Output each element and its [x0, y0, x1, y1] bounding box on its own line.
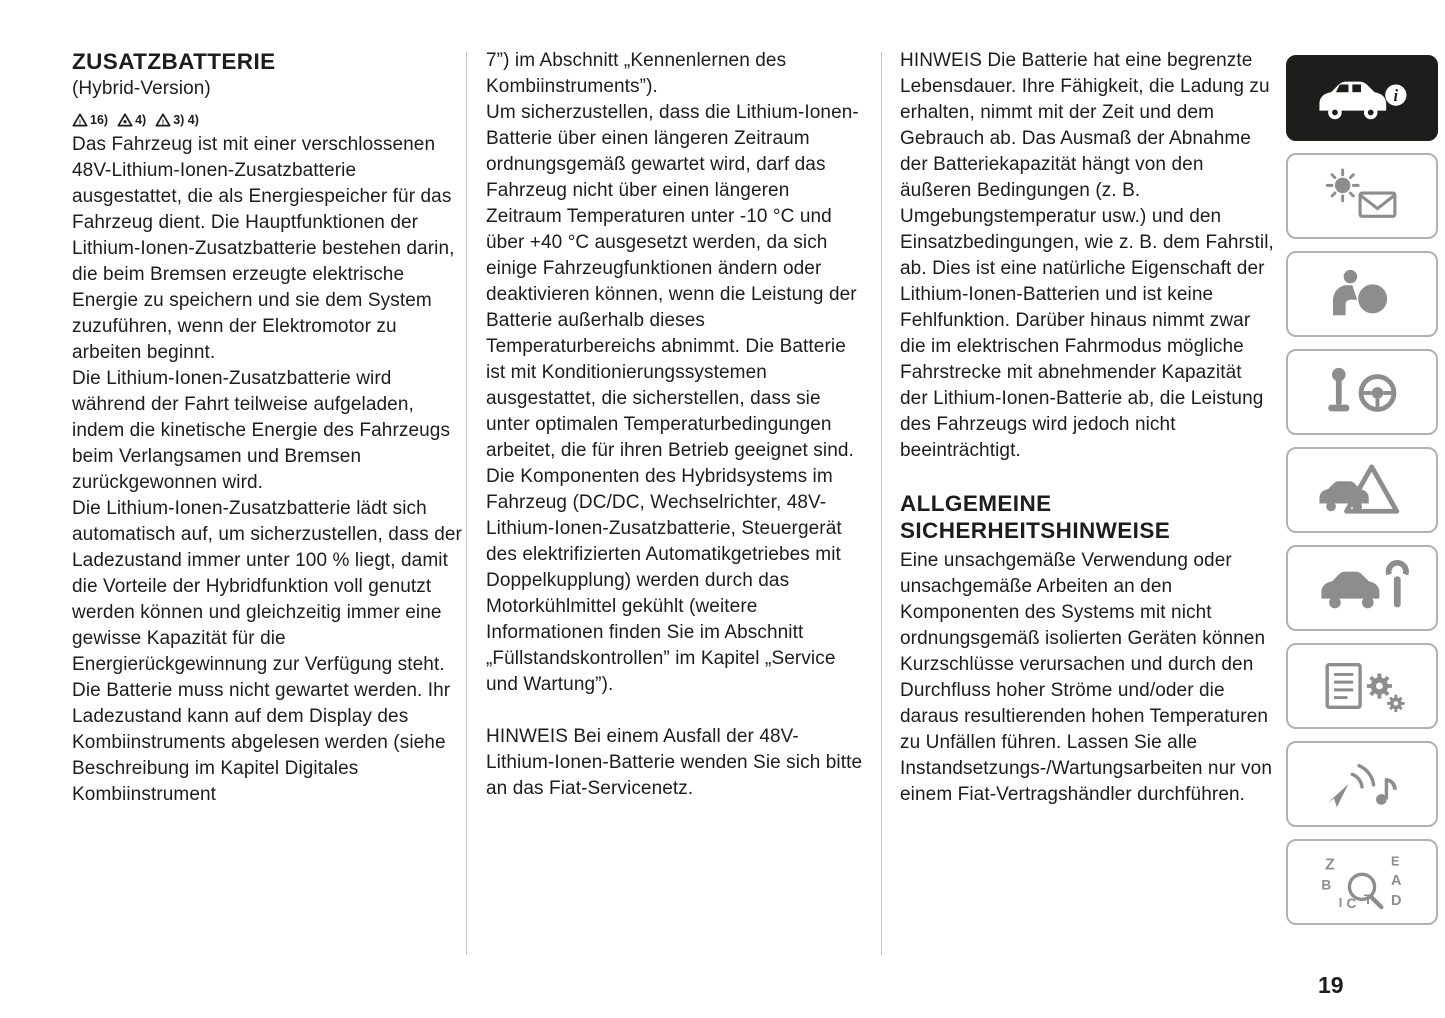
body-paragraph: Eine unsachgemäße Verwendung oder unsachgemäße Arbeiten an den Komponenten des Systems mit nicht ordnungsgemäß isolierten Geräten können Kurzschlüsse verursachen und durch den Durchfluss hoher Ströme und/oder die daraus resultierenden hohen Temperaturen zu Unfällen führen. Lassen Sie alle Instandsetzungs-/Wartungsarbeiten nur von einem Fiat-Vertragshändler durchführen.: [900, 550, 1272, 805]
warning-ref-label: 4): [135, 113, 147, 127]
tab-multimedia[interactable]: [1286, 741, 1438, 827]
warning-reference: [117, 113, 146, 127]
body-paragraph: 7”) im Abschnitt „Kennenlernen des Kombiinstruments”).: [486, 50, 787, 97]
tab-technical-data[interactable]: [1286, 643, 1438, 729]
tab-warning-lights[interactable]: [1286, 153, 1438, 239]
svg-text:T: T: [1363, 892, 1373, 908]
section-title: ALLGEMEINE SICHERHEITSHINWEISE: [900, 491, 1171, 543]
warning-references: [72, 107, 466, 127]
tab-starting-driving[interactable]: [1286, 349, 1438, 435]
body-paragraph: Die Lithium-Ionen-Zusatzbatterie wird während der Fahrt teilweise aufgeladen, indem die kinetische Energie des Fahrzeugs beim Verlangsamen und Bremsen zurückgewonnen wird.: [72, 368, 451, 493]
svg-text:i: i: [1393, 85, 1399, 105]
svg-text:!: !: [161, 117, 165, 127]
section-title: ZUSATZBATTERIE: [72, 49, 276, 74]
index-icon: [1312, 853, 1412, 911]
svg-text:C: C: [1346, 896, 1357, 911]
svg-text:E: E: [1391, 854, 1400, 869]
warning-triangle-icon: [155, 113, 171, 127]
svg-text:!: !: [78, 117, 82, 127]
body-paragraph: Die Batterie muss nicht gewartet werden. Ihr Ladezustand kann auf dem Display des Kombiinstruments abgelesen werden (siehe Beschreibung im Kapitel Digitales Kombiinstrument: [72, 680, 451, 805]
tab-emergency[interactable]: [1286, 447, 1438, 533]
svg-text:D: D: [1391, 893, 1402, 910]
car-info-icon: [1312, 69, 1412, 127]
warning-reference: [155, 113, 199, 127]
warning-triangle-icon: [117, 113, 133, 127]
warning-reference: [72, 113, 108, 127]
page-number: 19: [1318, 972, 1344, 998]
starting-driving-icon: [1312, 363, 1412, 421]
tab-introduction[interactable]: [1286, 55, 1438, 141]
warning-triangle-icon: [72, 113, 88, 127]
warning-ref-label: 3) 4): [173, 113, 199, 127]
body-paragraph: Um sicherzustellen, dass die Lithium-Ionen-Batterie über einen längeren Zeitraum ordnungsgemäß gewartet wird, darf das Fahrzeug nicht über einen längeren Zeitraum Temperaturen unter -10 °C und über +40 °C ausgesetzt werden, da sich einige Fahrzeugfunktionen ändern oder deaktivieren können, wenn die Leistung der Batterie außerhalb dieses Temperaturbereichs abnimmt. Die Batterie ist mit Konditionierungssystemen ausgestattet, die sicherstellen, dass sie unter optimalen Temperaturbedingungen arbeitet, die für ihren Betrieb geeignet sind.: [486, 102, 859, 461]
svg-text:I: I: [1338, 896, 1343, 911]
note-paragraph: HINWEIS Die Batterie hat eine begrenzte Lebensdauer. Ihre Fähigkeit, die Ladung zu erhalten, nimmt mit der Zeit und dem Gebrauch ab. Das Ausmaß der Abnahme der Batteriekapazität hängt von den äußeren Bedingungen (z. B. Umgebungstemperatur usw.) und den Einsatzbedingungen, wie z. B. dem Fahrstil, ab. Dies ist eine natürliche Eigenschaft der Lithium-Ionen-Batterien und ist keine Fehlfunktion. Darüber hinaus nimmt zwar die im elektrischen Fahrmodus mögliche Fahrstrecke mit abnehmender Kapazität der Lithium-Ionen-Batterie ab, die Leistung des Fahrzeugs wird jedoch nicht beeinträchtigt.: [900, 50, 1274, 461]
safety-icon: [1312, 265, 1412, 323]
multimedia-icon: [1312, 755, 1412, 813]
svg-text:Z: Z: [1325, 856, 1335, 874]
maintenance-icon: [1312, 559, 1412, 617]
svg-text:A: A: [1391, 872, 1402, 889]
tab-alphabetical-index[interactable]: [1286, 839, 1438, 925]
warning-ref-label: 16): [90, 113, 109, 127]
tab-safety[interactable]: [1286, 251, 1438, 337]
technical-data-icon: [1312, 657, 1412, 715]
body-paragraph: Die Lithium-Ionen-Zusatzbatterie lädt sich automatisch auf, um sicherzustellen, dass der Ladezustand immer unter 100 % liegt, damit die Vorteile der Hybridfunktion voll genutzt werden können und gleichzeitig immer eine gewisse Kapazität für die Energierückgewinnung zur Verfügung steht.: [72, 498, 462, 675]
tab-maintenance[interactable]: [1286, 545, 1438, 631]
emergency-icon: [1312, 461, 1412, 519]
warning-lights-icon: [1312, 167, 1412, 225]
column-divider: [466, 52, 467, 955]
note-paragraph: HINWEIS Bei einem Ausfall der 48V-Lithium-Ionen-Batterie wenden Sie sich bitte an das Fiat-Servicenetz.: [486, 726, 863, 799]
column-divider: [881, 52, 882, 955]
svg-text:B: B: [1321, 877, 1332, 893]
section-subtitle: (Hybrid-Version): [72, 78, 211, 99]
column-3: [900, 48, 1274, 808]
column-1: [72, 48, 466, 808]
chapter-tab-sidebar: [1286, 55, 1438, 925]
body-paragraph: Die Komponenten des Hybridsystems im Fahrzeug (DC/DC, Wechselrichter, 48V-Lithium-Ionen-Zusatzbatterie, Steuergerät des elektrifizierten Automatikgetriebes mit Doppelkupplung) werden durch das Motorkühlmittel gekühlt (weitere Informationen finden Sie im Abschnitt „Füllstandskontrollen” im Kapitel „Service und Wartung”).: [486, 466, 842, 695]
body-paragraph: Das Fahrzeug ist mit einer verschlossenen 48V-Lithium-Ionen-Zusatzbatterie ausgestattet, die als Energiespeicher für das Fahrzeug dient. Die Hauptfunktionen der Lithium-Ionen-Zusatzbatterie bestehen darin, die beim Bremsen erzeugte elektrische Energie zu speichern und sie dem System zuzuführen, wenn der Elektromotor zu arbeiten beginnt.: [72, 134, 455, 363]
column-2: [486, 48, 866, 802]
